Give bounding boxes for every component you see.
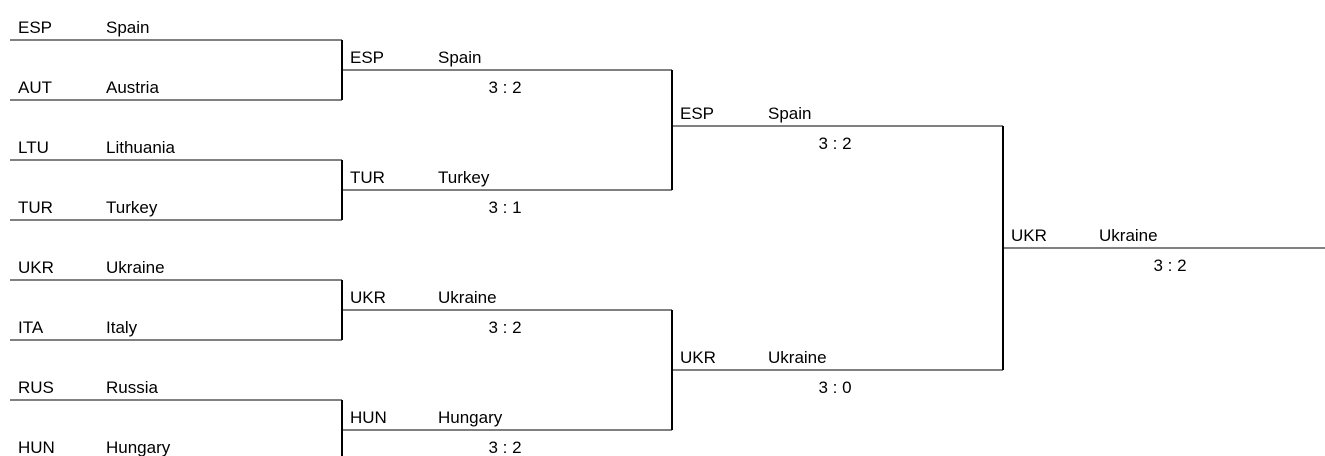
team-code: UKR bbox=[18, 258, 54, 277]
bracket-round-2 bbox=[342, 48, 672, 456]
team-code: UKR bbox=[1011, 226, 1047, 245]
bracket-round-3 bbox=[672, 104, 1003, 397]
team-name: Ukraine bbox=[106, 258, 165, 277]
team-name: Spain bbox=[438, 48, 482, 67]
match-score: 3 : 1 bbox=[488, 198, 522, 217]
bracket-slot bbox=[10, 258, 342, 280]
bracket-slot bbox=[10, 378, 342, 400]
match-score: 3 : 0 bbox=[818, 378, 852, 397]
team-code: UKR bbox=[680, 348, 716, 367]
bracket-slot bbox=[342, 288, 672, 337]
team-name: Hungary bbox=[438, 408, 503, 427]
bracket-slot bbox=[10, 198, 342, 220]
match-score: 3 : 2 bbox=[818, 134, 852, 153]
team-name: Ukraine bbox=[1099, 226, 1158, 245]
team-code: UKR bbox=[350, 288, 386, 307]
team-code: ESP bbox=[350, 48, 385, 67]
team-name: Turkey bbox=[106, 198, 158, 217]
bracket-slot bbox=[10, 438, 342, 456]
team-code: ESP bbox=[680, 104, 715, 123]
team-name: Austria bbox=[106, 78, 159, 97]
match-score: 3 : 2 bbox=[488, 438, 522, 456]
bracket-slot bbox=[342, 408, 672, 456]
team-code: LTU bbox=[18, 138, 49, 157]
team-code: HUN bbox=[350, 408, 387, 427]
bracket-slot bbox=[10, 18, 342, 40]
bracket-slot bbox=[10, 78, 342, 100]
match-score: 3 : 2 bbox=[1153, 256, 1187, 275]
team-name: Hungary bbox=[106, 438, 171, 456]
team-name: Ukraine bbox=[768, 348, 827, 367]
team-name: Turkey bbox=[438, 168, 490, 187]
team-code: TUR bbox=[350, 168, 385, 187]
team-code: ESP bbox=[18, 18, 53, 37]
team-name: Italy bbox=[106, 318, 138, 337]
bracket-slot bbox=[10, 318, 342, 340]
team-name: Ukraine bbox=[438, 288, 497, 307]
team-code: RUS bbox=[18, 378, 54, 397]
bracket-slot bbox=[342, 48, 672, 97]
team-name: Spain bbox=[768, 104, 812, 123]
team-code: TUR bbox=[18, 198, 53, 217]
team-name: Russia bbox=[106, 378, 158, 397]
match-score: 3 : 2 bbox=[488, 318, 522, 337]
bracket-slot bbox=[672, 348, 1003, 397]
team-name: Lithuania bbox=[106, 138, 176, 157]
team-code: HUN bbox=[18, 438, 55, 456]
team-name: Spain bbox=[106, 18, 150, 37]
team-code: ITA bbox=[18, 318, 44, 337]
match-score: 3 : 2 bbox=[488, 78, 522, 97]
bracket-slot bbox=[10, 138, 342, 160]
team-code: AUT bbox=[18, 78, 52, 97]
bracket-slot bbox=[342, 168, 672, 217]
bracket-round-1 bbox=[10, 18, 342, 456]
bracket-slot bbox=[1003, 226, 1325, 275]
bracket-slot bbox=[672, 104, 1003, 153]
bracket-round-4 bbox=[1003, 226, 1325, 275]
